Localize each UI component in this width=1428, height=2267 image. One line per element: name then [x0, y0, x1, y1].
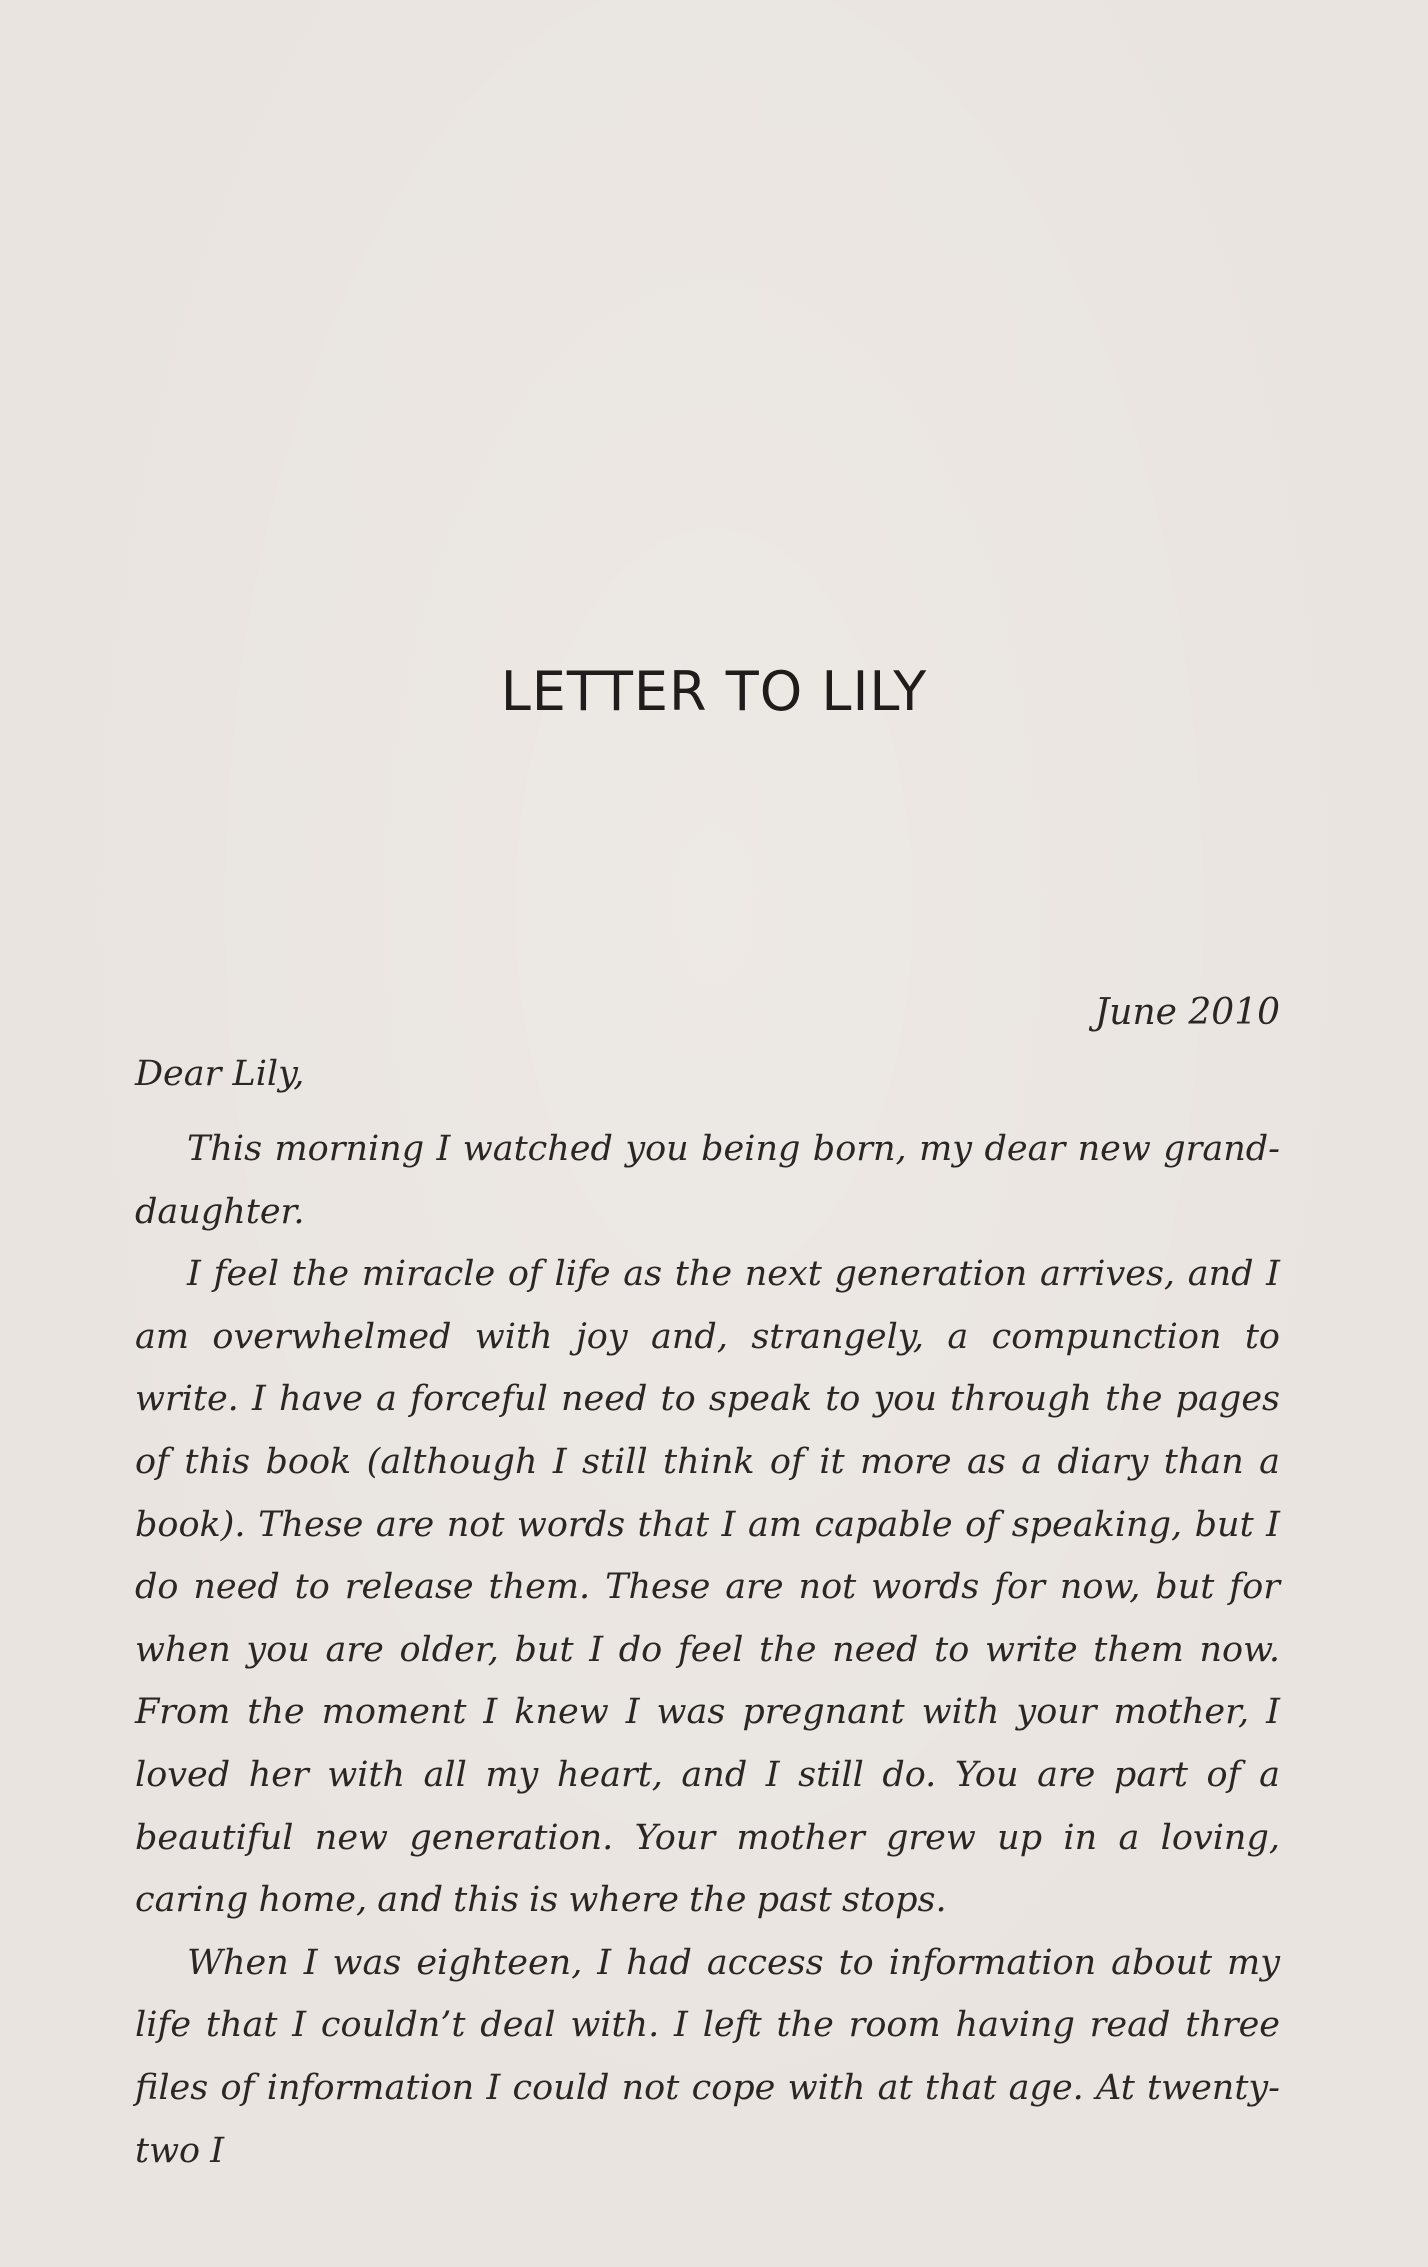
- letter-body: [135, 1118, 1280, 2182]
- letter-paragraph: This morning I watched you being born, my dear new grand-daughter.: [135, 1129, 1280, 1232]
- letter-date: June 2010: [1094, 992, 1280, 1033]
- letter-paragraph: When I was eighteen, I had access to information about my life that I couldn’t deal with. I left the room having read three files of information I could not cope with at that age. At twenty-two I: [135, 1942, 1280, 2171]
- chapter-title: LETTER TO LILY: [500, 660, 928, 723]
- letter-salutation: Dear Lily,: [135, 1054, 305, 1094]
- letter-paragraph: I feel the miracle of life as the next generation arrives, and I am overwhelmed with joy and, strangely, a compunction to write. I have a forceful need to speak to you through the pages of this book (although I still think of it more as a diary than a book). These are not words that I am capable of speaking, but I do need to release them. These are not words for now, but for when you are older, but I do feel the need to write them now. From the moment I knew I was pregnant with your mother, I loved her with all my heart, and I still do. You are part of a beautiful new generation. Your mother grew up in a loving, caring home, and this is where the past stops.: [135, 1254, 1280, 1921]
